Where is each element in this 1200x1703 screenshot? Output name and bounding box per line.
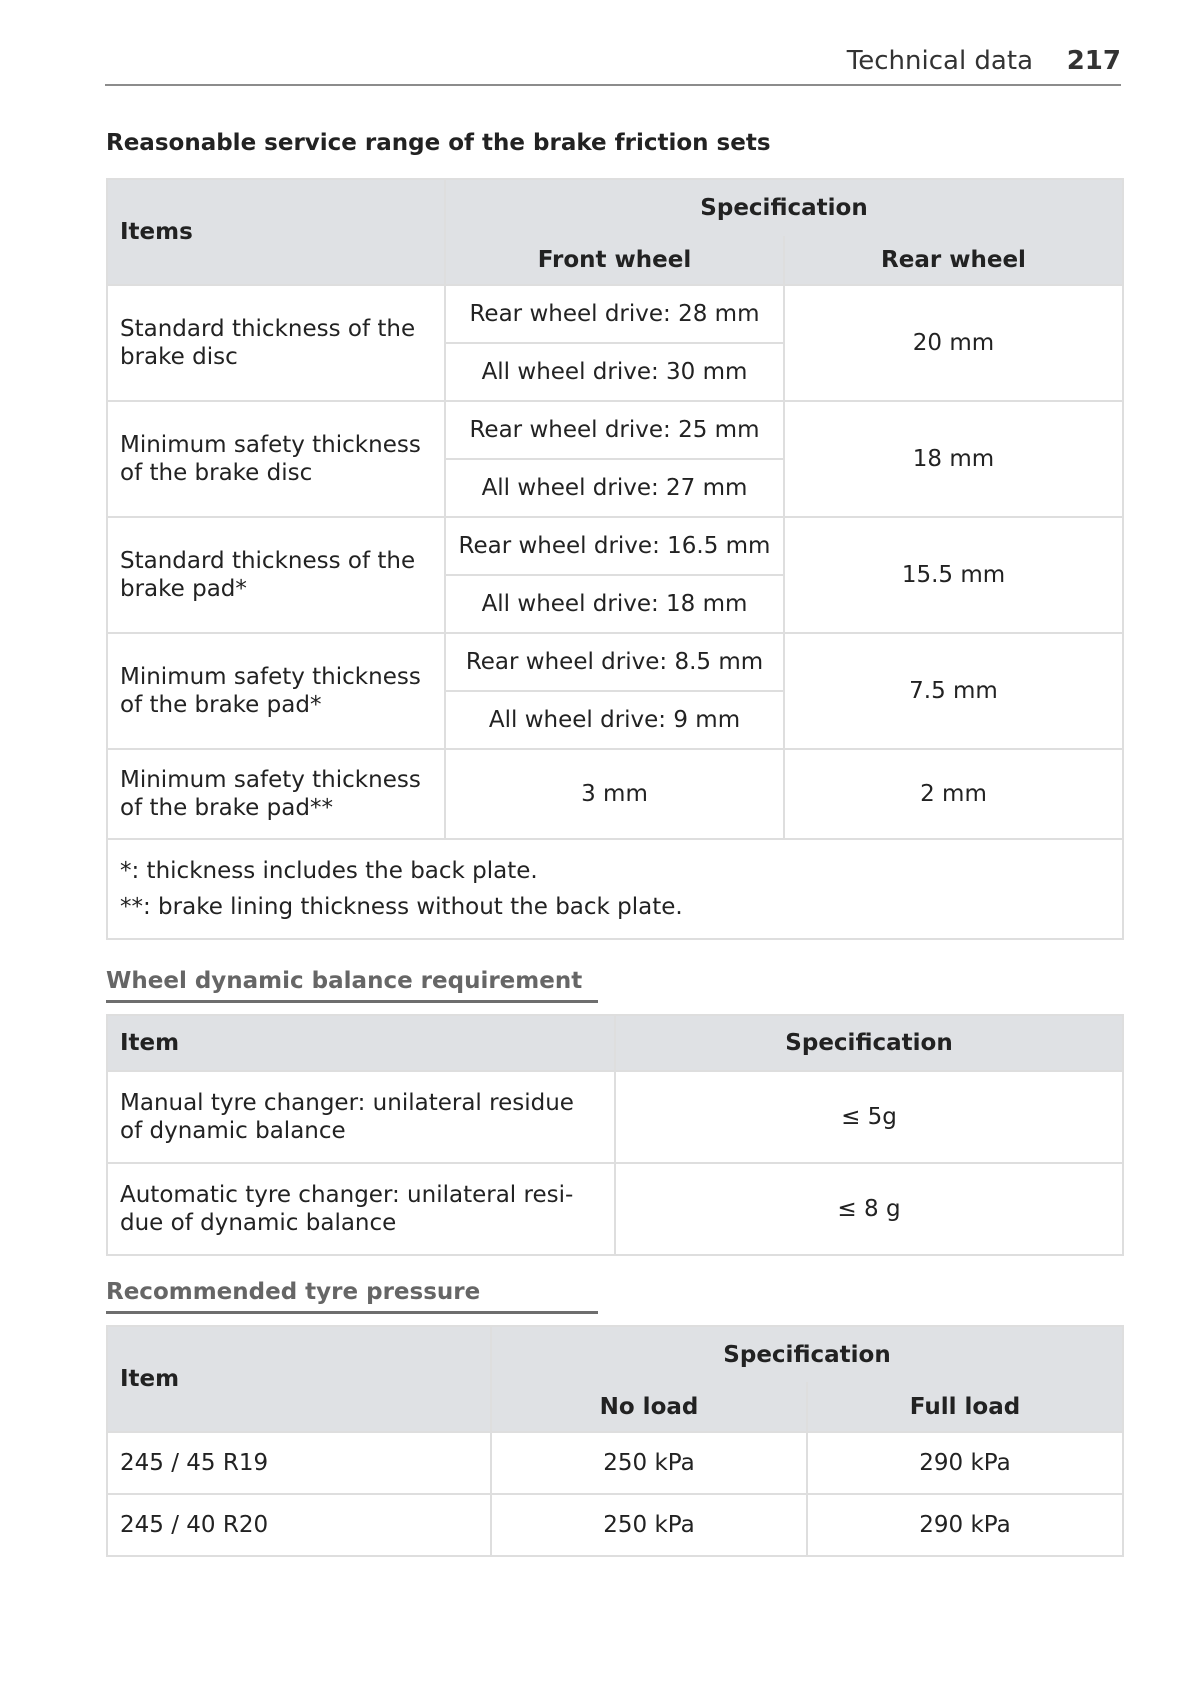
table-row (107, 1163, 1123, 1255)
item-cell: Minimum safety thickness of the brake disc (107, 401, 445, 517)
table-row (107, 285, 1123, 343)
spec-cell: ≤ 5g (615, 1071, 1123, 1163)
section-divider (106, 1311, 598, 1314)
front-cell: 3 mm (445, 749, 784, 839)
no-load-cell: 250 kPa (491, 1432, 807, 1494)
item-cell: 245 / 45 R19 (107, 1432, 491, 1494)
header-item: Item (107, 1015, 615, 1071)
table-row (107, 1071, 1123, 1163)
spec-cell: ≤ 8 g (615, 1163, 1123, 1255)
item-cell: Standard thickness of the brake pad* (107, 517, 445, 633)
pressure-section-title: Recommended tyre pressure (106, 1279, 481, 1305)
page-number: 217 (1066, 46, 1121, 76)
item-cell: 245 / 40 R20 (107, 1494, 491, 1556)
footnote: *: thickness includes the back plate. (120, 858, 538, 884)
rear-cell: 7.5 mm (784, 633, 1123, 749)
table-row (107, 749, 1123, 839)
header-specification: Specification (491, 1326, 1123, 1382)
front-rwd-cell: Rear wheel drive: 16.5 mm (445, 517, 784, 575)
item-cell: Automatic tyre changer: unilateral resi-due of dynamic balance (107, 1163, 615, 1255)
front-rwd-cell: Rear wheel drive: 25 mm (445, 401, 784, 459)
item-cell: Standard thickness of the brake disc (107, 285, 445, 401)
header-specification: Specification (445, 179, 1123, 236)
table-row (107, 401, 1123, 459)
front-awd-cell: All wheel drive: 27 mm (445, 459, 784, 517)
header-no-load: No load (491, 1382, 807, 1432)
header-front-wheel: Front wheel (445, 236, 784, 285)
header-full-load: Full load (807, 1382, 1123, 1432)
header-rear-wheel: Rear wheel (784, 236, 1123, 285)
running-title: Technical data (846, 46, 1033, 76)
header-item: Item (107, 1326, 491, 1432)
item-cell: Minimum safety thickness of the brake pad* (107, 633, 445, 749)
table-row (107, 1494, 1123, 1556)
item-cell: Minimum safety thickness of the brake pad** (107, 749, 445, 839)
rear-cell: 2 mm (784, 749, 1123, 839)
no-load-cell: 250 kPa (491, 1494, 807, 1556)
footnotes (107, 839, 1123, 939)
table-row (107, 633, 1123, 691)
rear-cell: 18 mm (784, 401, 1123, 517)
brake-friction-table (106, 178, 1124, 940)
dynamic-balance-table (106, 1014, 1124, 1256)
tyre-pressure-table (106, 1325, 1124, 1557)
front-rwd-cell: Rear wheel drive: 28 mm (445, 285, 784, 343)
balance-section-title: Wheel dynamic balance requirement (106, 968, 583, 994)
full-load-cell: 290 kPa (807, 1432, 1123, 1494)
item-cell: Manual tyre changer: unilateral residue of dynamic balance (107, 1071, 615, 1163)
header-specification: Specification (615, 1015, 1123, 1071)
table-row (107, 517, 1123, 575)
rear-cell: 20 mm (784, 285, 1123, 401)
front-awd-cell: All wheel drive: 9 mm (445, 691, 784, 749)
front-rwd-cell: Rear wheel drive: 8.5 mm (445, 633, 784, 691)
front-awd-cell: All wheel drive: 18 mm (445, 575, 784, 633)
front-awd-cell: All wheel drive: 30 mm (445, 343, 784, 401)
page-header (105, 44, 1121, 86)
header-items: Items (107, 179, 445, 285)
rear-cell: 15.5 mm (784, 517, 1123, 633)
section-divider (106, 1000, 598, 1003)
table-row (107, 1432, 1123, 1494)
footnote: **: brake lining thickness without the back plate. (120, 894, 683, 920)
brake-section-title: Reasonable service range of the brake friction sets (106, 130, 771, 156)
full-load-cell: 290 kPa (807, 1494, 1123, 1556)
